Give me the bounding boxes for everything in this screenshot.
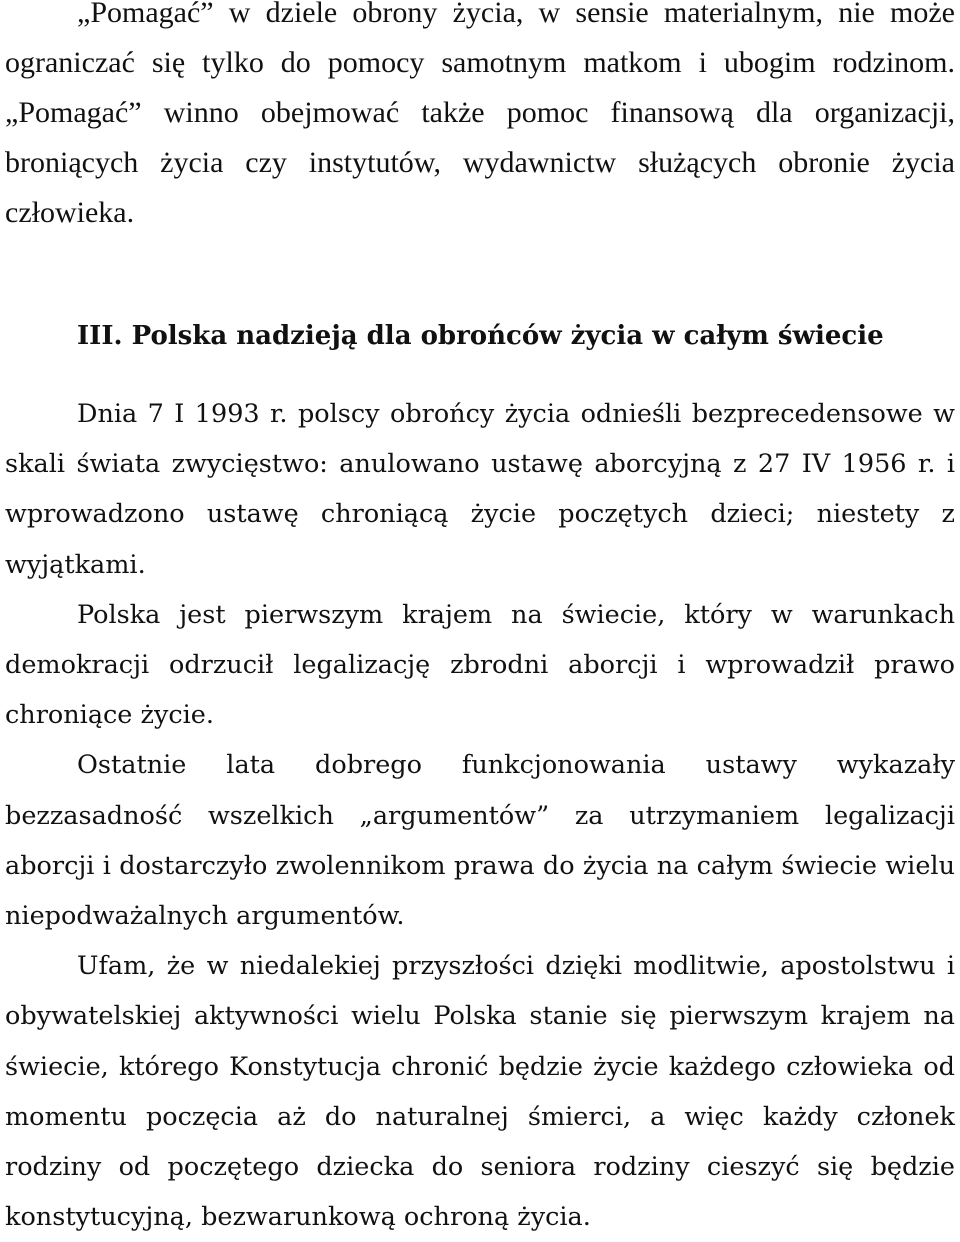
- intro-paragraph: „Pomagać” w dziele obrony życia, w sensie materialnym, nie może ograniczać się tylko do pomocy samotnym matkom i ubogim rodzinom. „Pomagać” winno obejmować także pomoc finansową dla organizacji, broniących życia czy instytutów, wydawnictw służących obronie życia człowieka.: [5, 0, 955, 229]
- section-body: [5, 389, 955, 1242]
- paragraph-hope-constitution: Ufam, że w niedalekiej przyszłości dzięki modlitwie, apostolstwu i obywatelskiej aktywności wielu Polska stanie się pierwszym krajem na świecie, którego Konstytucja chronić będzie życie każdego człowieka od momentu poczęcia aż do naturalnej śmierci, a więc każdy członek rodziny od poczętego dziecka do seniora rodziny cieszyć się będzie konstytucyjną, bezwarunkową ochroną życia.: [5, 951, 955, 1233]
- paragraph-1993-victory: Dnia 7 I 1993 r. polscy obrońcy życia odnieśli bezprecedensowe w skali świata zwycięstwo: anulowano ustawę aborcyjną z 27 IV 1956 r. i wprowadzono ustawę chroniącą życie poczętych dzieci; niestety z wyjątkami.: [5, 399, 955, 580]
- paragraph-first-country: Polska jest pierwszym krajem na świecie, który w warunkach demokracji odrzucił legalizację zbrodni aborcji i wprowadził prawo chroniące życie.: [5, 599, 955, 731]
- paragraph-recent-years: Ostatnie lata dobrego funkcjonowania ustawy wykazały bezzasadność wszelkich „argumentów” za utrzymaniem legalizacji aborcji i dostarczyło zwolennikom prawa do życia na całym świecie wielu niepodważalnych argumentów.: [5, 750, 955, 932]
- section-heading: III. Polska nadzieją dla obrońców życia w całym świecie: [77, 320, 884, 351]
